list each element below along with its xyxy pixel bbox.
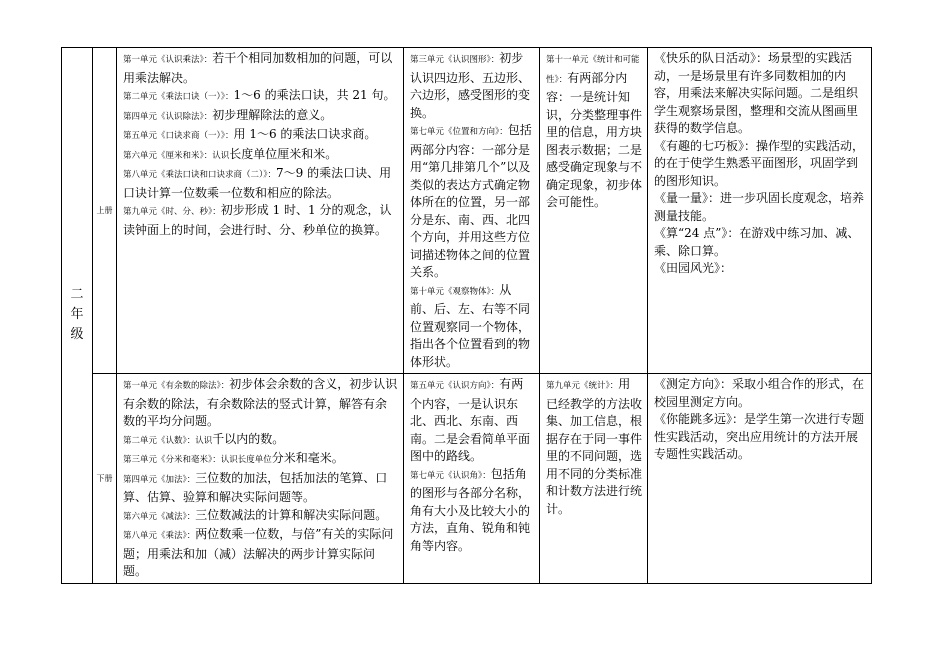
volume-label: 下册 <box>93 374 117 584</box>
unit-item: 第三单元《分米和毫米》：认识长度单位分米和毫米。 <box>123 451 344 465</box>
activity-item: 《算“24 点”》：在游戏中练习加、减、乘、除口算。 <box>654 226 860 258</box>
unit-item: 第一单元《有余数的除法》：初步体会余数的含义，初步认识有余数的除法，有余数除法的竖式计算，解答有余数的平均分问题。 <box>123 377 398 428</box>
activity-item: 《量一量》：进一步巩固长度观念，培养测量技能。 <box>654 191 865 223</box>
activities-cell-lower <box>648 374 872 584</box>
units-cell-lower-2 <box>404 374 540 584</box>
units-cell-upper-3 <box>540 48 648 374</box>
curriculum-table <box>61 47 872 584</box>
unit-item: 第四单元《加法》：三位数的加法，包括加法的笔算、口算、估算、验算和解决实际问题等。 <box>123 470 388 504</box>
volume-label: 上册 <box>93 48 117 374</box>
activity-item: 《田园风光》： <box>654 261 733 275</box>
unit-item: 第七单元《认识角》：包括角的图形与各部分名称，角有大小及比较大小的方法，直角、锐角和钝角等内容。 <box>410 466 531 553</box>
unit-item: 第八单元《乘法》：两位数乘一位数，与倍”有关的实际问题；用乘法和加（减）法解决的两步计算实际问题。 <box>123 527 394 578</box>
units-cell-lower-1 <box>117 374 404 584</box>
activity-item: 《你能跳多远》：是学生第一次进行专题性实践活动，突出应用统计的方法开展专题性实践活动。 <box>654 412 865 461</box>
unit-item: 第十单元《观察物体》：从前、后、左、右等不同位置观察同一个物体，指出各个位置看到的物体形状。 <box>410 282 531 369</box>
row-lower <box>62 374 872 584</box>
unit-item: 第四单元《认识除法》：初步理解除法的意义。 <box>123 107 333 122</box>
units-cell-upper-1 <box>117 48 404 374</box>
unit-item: 第五单元《口诀求商（一）》：用 1～6 的乘法口诀求商。 <box>123 127 377 141</box>
unit-item: 第九单元《时、分、秒》：初步形成 1 时、1 分的观念，认读钟面上的时间，会进行时、分、秒单位的换算。 <box>123 203 392 237</box>
units-cell-upper-2 <box>404 48 540 374</box>
unit-item: 第五单元《认识方向》：有两个内容，一是认识东北、西北、东南、西南。二是会看简单平面图中的路线。 <box>410 377 531 463</box>
unit-item: 第九单元《统计》：用已经教学的方法收集、加工信息，根据存在于同一事件里的不同问题，选用不同的分类标准和计数方法进行统计。 <box>546 377 643 516</box>
unit-item: 第十一单元《统计和可能性》：有两部分内容：一是统计知识，分类整理事件里的信息，用方块图表示数据；二是感受确定现象与不确定现象，初步体会可能性。 <box>546 55 643 209</box>
unit-item: 第八单元《乘法口诀和口诀求商（二）》：7～9 的乘法口诀、用口诀计算一位数乘一位数和相应的除法。 <box>123 166 392 200</box>
unit-item: 第二单元《乘法口诀（一）》：1～6 的乘法口诀，共 21 句。 <box>123 88 396 102</box>
row-upper <box>62 48 872 374</box>
unit-item: 第二单元《认数》：认识千以内的数。 <box>123 431 285 446</box>
unit-item: 第七单元《位置和方向》：包括两部分内容：一部分是用“第几排第几个”以及类似的表达方式确定物体所在的位置，另一部分是东、南、西、北四个方向，并用这些方位词描述物体之间的位置关系。 <box>410 123 532 279</box>
unit-item: 第六单元《减法》：三位数减法的计算和解决实际问题。 <box>123 507 388 522</box>
units-cell-lower-3 <box>540 374 648 584</box>
grade-label: 二年级 <box>70 287 84 343</box>
unit-item: 第一单元《认识乘法》：若干个相同加数相加的问题，可以用乘法解决。 <box>123 51 393 85</box>
grade-cell <box>62 48 93 584</box>
activities-cell-upper <box>648 48 872 374</box>
unit-item: 第六单元《厘米和米》：认识长度单位厘米和米。 <box>123 146 338 161</box>
activity-item: 《有趣的七巧板》：操作型的实践活动，的在于使学生熟悉平面图形，巩固学到的图形知识。 <box>654 138 865 188</box>
unit-item: 第三单元《认识图形》：初步认识四边形、五边形、六边形，感受图形的变换。 <box>410 51 531 120</box>
activity-item: 《快乐的队日活动》：场景型的实践活动，一是场景里有许多同数相加的内容，用乘法来解决实际问题。二是组织学生观察场景图，整理和交流从图画里获得的数学信息。 <box>654 51 859 135</box>
activity-item: 《测定方向》：采取小组合作的形式，在校园里测定方向。 <box>654 377 865 409</box>
